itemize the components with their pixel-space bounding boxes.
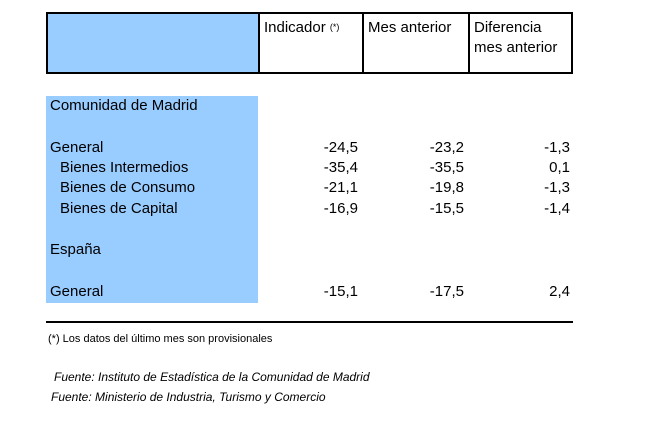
section-title-row bbox=[46, 96, 573, 116]
source-line: Fuente: Ministerio de Industria, Turismo y Comercio bbox=[51, 390, 326, 404]
indicador-value: -21,1 bbox=[323, 179, 358, 196]
header-diferencia-label bbox=[474, 18, 557, 58]
row-label: Bienes de Consumo bbox=[60, 179, 196, 196]
header-diferencia-cell bbox=[468, 14, 573, 72]
row-label: General bbox=[50, 139, 104, 156]
table-row bbox=[46, 282, 573, 302]
mes-anterior-value: -35,5 bbox=[429, 159, 464, 176]
table-row bbox=[46, 138, 573, 158]
mes-anterior-value: -23,2 bbox=[429, 139, 464, 156]
section-title-espana: España bbox=[50, 241, 101, 258]
bottom-rule bbox=[46, 321, 573, 323]
indicador-value: -16,9 bbox=[323, 200, 358, 217]
header-indicador-label bbox=[264, 18, 339, 38]
footnote: (*) Los datos del último mes son provisionales bbox=[48, 333, 273, 345]
diferencia-value: -1,3 bbox=[544, 139, 570, 156]
header-diferencia-line1: Diferencia bbox=[474, 19, 542, 36]
indicador-value: -24,5 bbox=[323, 139, 358, 156]
header-mes-anterior-cell bbox=[362, 14, 468, 72]
row-label: General bbox=[50, 283, 104, 300]
header-diferencia-line2: mes anterior bbox=[474, 39, 558, 56]
table-row bbox=[46, 158, 573, 178]
mes-anterior-value: -17,5 bbox=[429, 283, 464, 300]
diferencia-value: -1,3 bbox=[544, 179, 570, 196]
header-indicador-text: Indicador bbox=[264, 19, 326, 36]
row-label: Bienes de Capital bbox=[60, 200, 178, 217]
header-indicador-cell bbox=[258, 14, 362, 72]
source-line: Fuente: Instituto de Estadística de la Comunidad de Madrid bbox=[54, 370, 370, 384]
section-title-madrid: Comunidad de Madrid bbox=[50, 97, 198, 114]
header-blank-cell bbox=[46, 14, 258, 72]
table-row bbox=[46, 199, 573, 219]
diferencia-value: 2,4 bbox=[549, 283, 570, 300]
table-header bbox=[46, 12, 573, 74]
row-label: Bienes Intermedios bbox=[60, 159, 189, 176]
diferencia-value: 0,1 bbox=[549, 159, 570, 176]
header-indicador-footnote-mark: (*) bbox=[329, 22, 340, 32]
diferencia-value: -1,4 bbox=[544, 200, 570, 217]
header-mes-anterior-label: Mes anterior bbox=[368, 19, 452, 36]
mes-anterior-value: -19,8 bbox=[429, 179, 464, 196]
mes-anterior-value: -15,5 bbox=[429, 200, 464, 217]
section-title-row bbox=[46, 240, 573, 260]
indicador-value: -35,4 bbox=[323, 159, 358, 176]
indicador-value: -15,1 bbox=[323, 283, 358, 300]
table-row bbox=[46, 178, 573, 198]
